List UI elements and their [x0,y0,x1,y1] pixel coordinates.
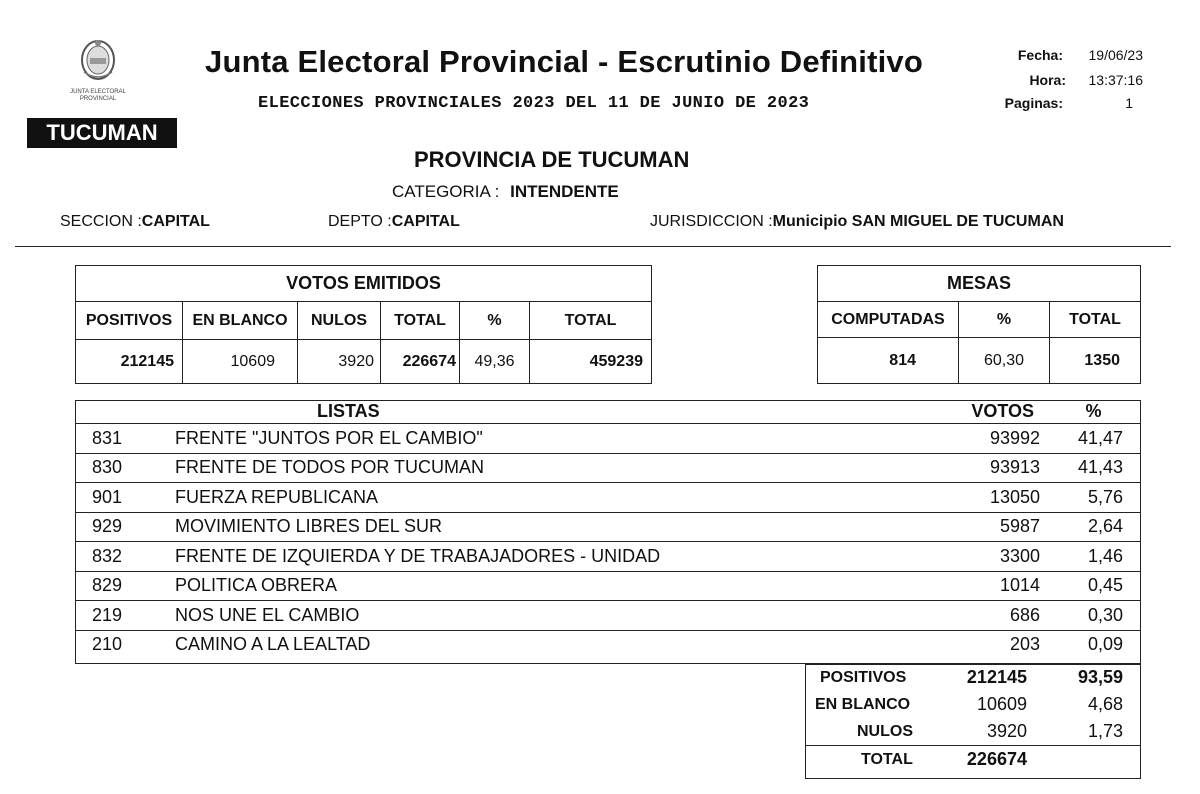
depto-value: CAPITAL [391,213,460,230]
totals-nulos-label: NULOS [857,722,913,740]
lista-number: 929 [75,512,175,542]
lista-name: FRENTE DE IZQUIERDA Y DE TRABAJADORES - UNIDAD [175,542,934,572]
jurisdiccion-label: JURISDICCION : [650,213,773,230]
header-nulos: NULOS [298,302,381,340]
lista-votos: 93992 [934,424,1046,454]
jurisdiccion-value: Municipio SAN MIGUEL DE TUCUMAN [772,213,1064,230]
categoria-value: INTENDENTE [510,182,619,201]
lista-pct: 0,45 [1046,571,1141,601]
lista-votos: 3300 [934,542,1046,572]
value-nulos: 3920 [298,340,381,384]
lista-votos: 203 [934,630,1046,659]
lista-name: NOS UNE EL CAMBIO [175,601,934,631]
logo-caption: JUNTA ELECTORAL PROVINCIAL [70,89,126,102]
seccion-label: SECCION : [60,213,142,230]
lista-pct: 0,09 [1046,630,1141,659]
lista-number: 210 [75,630,175,659]
totals-total-votos: 226674 [940,746,1053,774]
value-mesas-total: 1350 [1050,338,1141,384]
totals-en-blanco-pct: 4,68 [1087,694,1123,714]
lista-pct: 0,30 [1046,601,1141,631]
paginas-label: Paginas: [1004,95,1063,111]
lista-number: 830 [75,453,175,483]
votos-emitidos-title: VOTOS EMITIDOS [76,266,652,302]
lista-name: MOVIMIENTO LIBRES DEL SUR [175,512,934,542]
lista-votos: 5987 [934,512,1046,542]
value-computadas: 814 [818,338,959,384]
table-row [75,601,1141,631]
totals-total-label: TOTAL [805,746,940,774]
totals-positivos-label: POSITIVOS [820,668,907,686]
value-positivos: 212145 [76,340,183,384]
jurisdiccion [650,213,1064,231]
lista-votos: 686 [934,601,1046,631]
table-row [75,571,1141,601]
header-total: TOTAL [381,302,460,340]
document-title: Junta Electoral Provincial - Escrutinio Definitivo [205,44,923,79]
header-computadas: COMPUTADAS [818,302,959,338]
header-positivos: POSITIVOS [76,302,183,340]
table-row [75,630,1141,659]
hora-value: 13:37:16 [1088,72,1143,88]
categoria [392,182,619,202]
listas-table [75,400,1141,659]
totals-positivos-pct: 93,59 [1077,667,1123,687]
seccion-value: CAPITAL [141,213,210,230]
lista-number: 832 [75,542,175,572]
lista-number: 901 [75,483,175,513]
mesas-title: MESAS [818,266,1141,302]
header-en-blanco: EN BLANCO [183,302,298,340]
lista-name: FRENTE "JUNTOS POR EL CAMBIO" [175,424,934,454]
table-row [75,453,1141,483]
totals-nulos-pct: 1,73 [1087,721,1123,741]
totals-positivos-votos: 212145 [966,667,1027,687]
categoria-label: CATEGORIA : [392,182,500,201]
lista-pct: 2,64 [1046,512,1141,542]
lista-name: FRENTE DE TODOS POR TUCUMAN [175,453,934,483]
lista-number: 219 [75,601,175,631]
totals-table [805,664,1141,773]
header-divider [15,246,1171,247]
table-row [75,542,1141,572]
lista-name: POLITICA OBRERA [175,571,934,601]
value-en-blanco: 10609 [183,340,298,384]
lista-name: CAMINO A LA LEALTAD [175,630,934,659]
hora-label: Hora: [1029,72,1066,88]
province-title: PROVINCIA DE TUCUMAN [414,147,690,172]
header-votos: VOTOS [971,401,1034,421]
lista-pct: 41,47 [1046,424,1141,454]
header-mesas-pct: % [959,302,1050,338]
totals-nulos-votos: 3920 [986,721,1027,741]
header-listas-pct: % [1085,401,1102,421]
header-pct: % [460,302,530,340]
lista-number: 829 [75,571,175,601]
lista-name: FUERZA REPUBLICANA [175,483,934,513]
value-pct: 49,36 [460,340,530,384]
table-row [75,424,1141,454]
province-badge: TUCUMAN [27,118,177,148]
lista-votos: 1014 [934,571,1046,601]
fecha-value: 19/06/23 [1088,47,1143,63]
seccion [60,213,210,231]
lista-number: 831 [75,424,175,454]
lista-votos: 13050 [934,483,1046,513]
mesas-table [817,265,1141,384]
paginas-value: 1 [1125,95,1133,111]
header-total-electores: TOTAL [530,302,652,340]
header-mesas-total: TOTAL [1050,302,1141,338]
fecha-label: Fecha: [1017,47,1063,63]
totals-en-blanco-votos: 10609 [976,694,1027,714]
value-total: 226674 [381,340,460,384]
document-subtitle: ELECCIONES PROVINCIALES 2023 DEL 11 DE JUNIO DE 2023 [258,94,810,113]
depto-label: DEPTO : [328,213,392,230]
value-mesas-pct: 60,30 [959,338,1050,384]
totals-en-blanco-label: EN BLANCO [815,695,911,713]
table-row [75,483,1141,513]
lista-pct: 5,76 [1046,483,1141,513]
value-total-electores: 459239 [530,340,652,384]
votos-emitidos-table [75,265,652,384]
depto [328,213,460,231]
lista-votos: 93913 [934,453,1046,483]
table-row [75,512,1141,542]
lista-pct: 1,46 [1046,542,1141,572]
header-listas: LISTAS [317,401,380,421]
lista-pct: 41,43 [1046,453,1141,483]
